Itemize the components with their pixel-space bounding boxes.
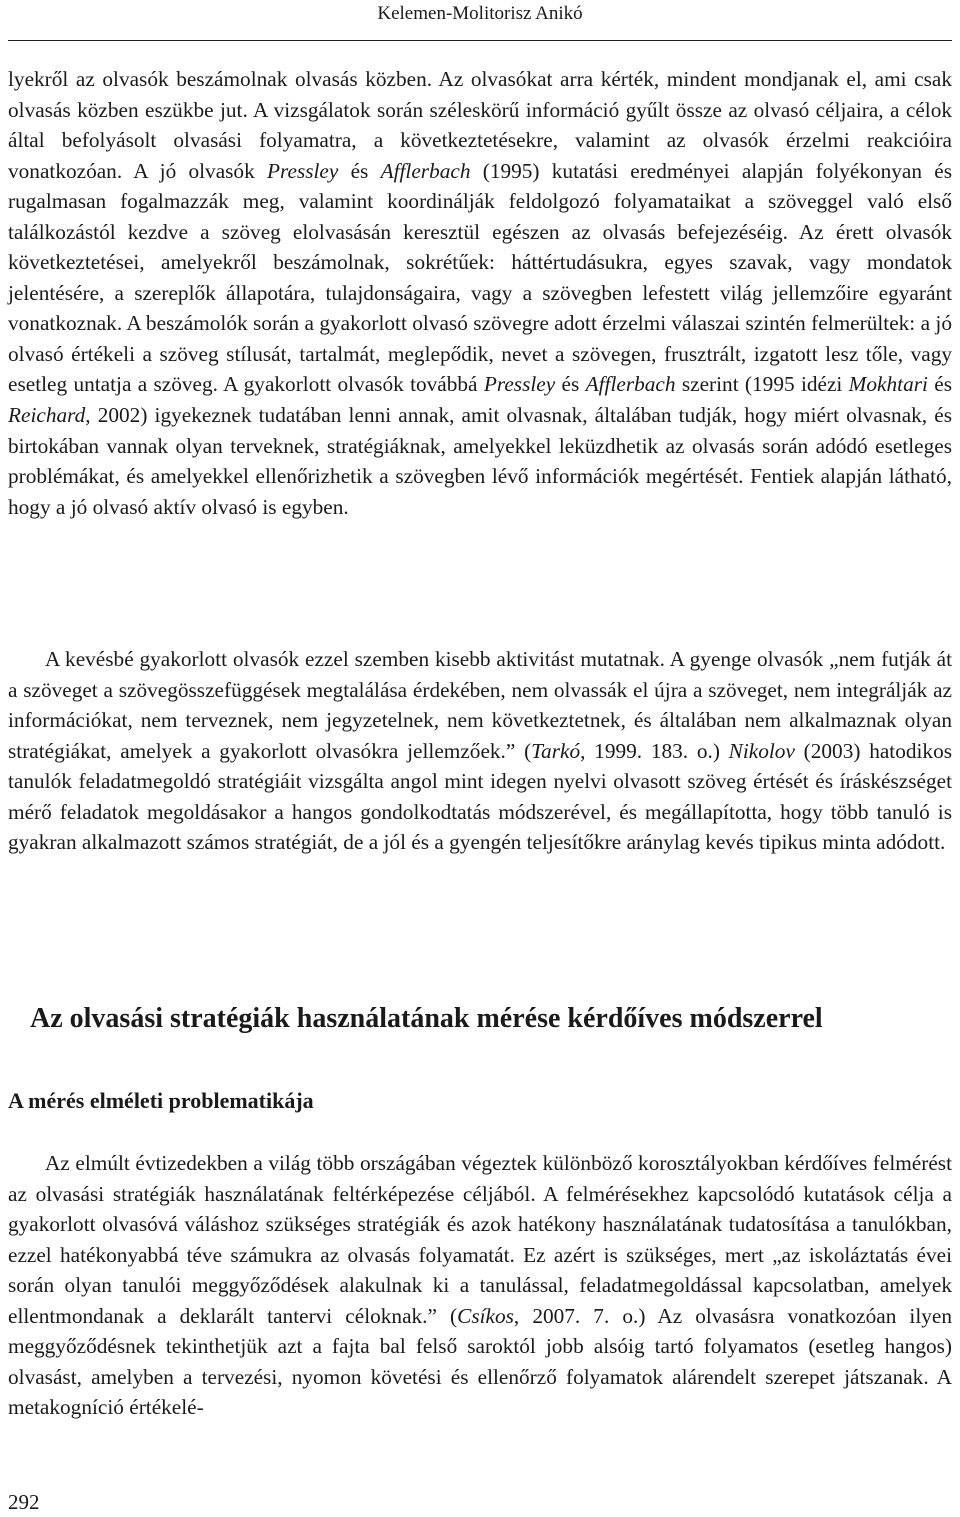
citation-afflerbach: Afflerbach	[585, 372, 676, 397]
text-run: , 2002) igyekeznek tudatában lenni annak, amit olvasnak, általában tudják, hogy miért olvasnak, és birtokában vannak olyan terveknek, stratégiáknak, amelyekkel leküzdhetik az olvasás során adódó esetleges problémákat, és amelyekkel ellenőrizhetik a szövegben lévő információk megértését. Fentiek alapján látható, hogy a jó olvasó aktív olvasó is egyben.	[8, 403, 952, 519]
text-run: , 2007. 7. o.) Az olvasásra vonatkozóan ilyen meggyőződésnek tekinthetjük azt a fajta bal felső saroktól jobb alsóig tartó folyamatos (esetleg hangos) olvasást, amelyben a tervezési, nyomon követési és ellenőrző folyamatok alárendelt szerepet játszanak. A metakogníció értékelé-	[8, 1303, 952, 1420]
text-run: és	[555, 372, 586, 397]
text-run: és	[338, 158, 381, 183]
subsection-heading: A mérés elméleti problematikája	[8, 1088, 314, 1113]
text-run: szerint (1995 idézi	[675, 372, 849, 397]
text-run: A kevésbé gyakorlott olvasók ezzel szemben kisebb aktivitást mutatnak. A gyenge olvasók „nem futják át a szöveget a szövegösszefüggések megtalálása érdekében, nem olvassák el újra a szöveget, nem integrálják az információkat, nem terveznek, nem jegyzetelnek, nem következtetnek, és általában nem alkalmaznak olyan stratégiákat, amelyek a gyakorlott olvasókra jellemzőek.” (	[8, 647, 952, 763]
paragraph-2	[8, 644, 952, 858]
citation-mokhtari: Mokhtari	[848, 372, 928, 397]
text-run: (1995) kutatási eredményei alapján folyékonyan és rugalmasan fogalmazzák meg, valamint koordinálják feldolgozó folyamataikat a szöveggel való első találkozástól kezdve a szöveg elolvasásán keresztül egészen az olvasás befejezéséig. Az érett olvasók következtetései, amelyekről beszámolnak, sokrétűek: háttértudásukra, egyes szavak, vagy mondatok jelentésére, a szereplők állapotára, tulajdonságaira, vagy a szövegben lefestett világ jellemzőire egyaránt vonatkoznak. A beszámolók során a gyakorlott olvasó szövegre adott érzelmi válaszai szintén felmerültek: a jó olvasó értékeli a szöveg stílusát, tartalmát, meglepődik, nevet a szövegen, frusztrált, izgatott lesz tőle, vagy esetleg untatja a szöveg. A gyakorlott olvasók továbbá	[8, 158, 953, 397]
citation-afflerbach: Afflerbach	[380, 158, 471, 183]
running-header: Kelemen-Molitorisz Anikó	[377, 3, 583, 24]
text-run: és	[927, 372, 953, 397]
header-rule	[8, 40, 952, 41]
citation-pressley: Pressley	[483, 372, 556, 397]
paragraph-3	[8, 1148, 952, 1423]
text-run: Az elmúlt évtizedekben a világ több országában végeztek különböző korosztályokban kérdőíves felmérést az olvasási stratégiák használatának feltérképezése céljából. A felmérésekhez kapcsolódó kutatások célja a gyakorlott olvasóvá váláshoz szükséges stratégiák és azok hatékony használatának tudatosítása a tanulókban, ezzel hatékonyabbá téve számukra az olvasás folyamatát. Ez azért is szükséges, mert „az iskoláztatás évei során olyan tanulói meggyőződések alakulnak ki a tanulással, feladatmegoldással kapcsolatban, amelyek ellentmondanak a deklarált tantervi céloknak.” (	[8, 1151, 952, 1328]
citation-reichard: Reichard	[8, 403, 86, 428]
text-run: (2003) hatodikos tanulók feladatmegoldó stratégiáit vizsgálta angol mint idegen nyelvi olvasott szöveg értését és íráskészséget mérő feladatok megoldásakor a hangos gondolkodtatás módszerével, és megállapította, hogy több tanuló is gyakran alkalmazott számos stratégiát, de a jól és a gyengén teljesítőkre aránylag kevés tipikus minta adódott.	[8, 738, 953, 855]
page-number: 292	[8, 1490, 40, 1514]
citation-nikolov: Nikolov	[728, 738, 795, 763]
section-heading: Az olvasási stratégiák használatának mérése kérdőíves módszerrel	[30, 1003, 823, 1034]
citation-csikos: Csíkos	[457, 1303, 514, 1328]
citation-pressley: Pressley	[266, 158, 339, 183]
citation-tarko: Tarkó	[531, 738, 581, 763]
text-run: lyekről az olvasók beszámolnak olvasás közben. Az olvasókat arra kérték, mindent mondjanak el, ami csak olvasás közben eszükbe jut. A vizsgálatok során széleskörű információ gyűlt össze az olvasó céljaira, a célok által befolyásolt olvasási folyamatra, a következtetésekre, valamint az olvasók érzelmi reakcióira vonatkozóan. A jó olvasók	[8, 67, 952, 183]
text-run: , 1999. 183. o.)	[580, 738, 729, 763]
paragraph-1	[8, 64, 952, 522]
